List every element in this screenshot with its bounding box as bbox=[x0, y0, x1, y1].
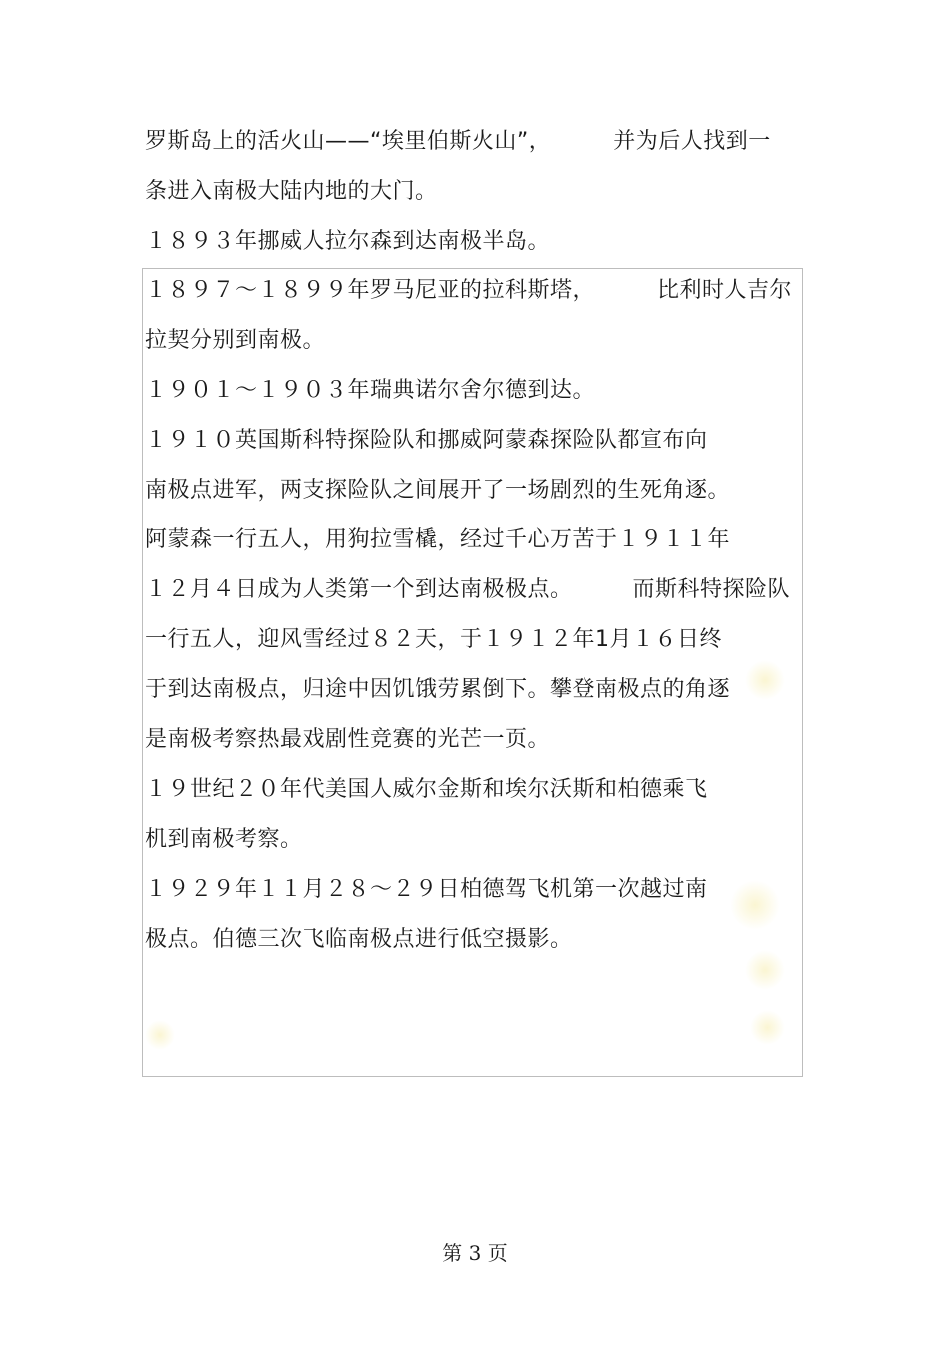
page-number: 第 3 页 bbox=[442, 1241, 508, 1265]
decorative-sparkle bbox=[145, 1020, 175, 1050]
text-line: 拉契分别到南极。 bbox=[145, 328, 326, 353]
text-line: 于到达南极点，归途中因饥饿劳累倒下。攀登南极点的角逐 bbox=[145, 677, 731, 702]
decorative-sparkle bbox=[745, 950, 785, 990]
text-line: １９世纪２０年代美国人威尔金斯和埃尔沃斯和柏德乘飞 bbox=[145, 777, 708, 802]
text-line: １８９３年挪威人拉尔森到达南极半岛。 bbox=[145, 229, 551, 254]
text-line: 极点。伯德三次飞临南极点进行低空摄影。 bbox=[145, 927, 573, 952]
text-line: １９１０英国斯科特探险队和挪威阿蒙森探险队都宣布向 bbox=[145, 428, 708, 453]
text-line: 阿蒙森一行五人，用狗拉雪橇，经过千心万苦于１９１１年 bbox=[145, 527, 731, 552]
decorative-sparkle bbox=[745, 660, 785, 700]
text-line: 条进入南极大陆内地的大门。 bbox=[145, 179, 438, 204]
text-line: １９０１～１９０３年瑞典诺尔舍尔德到达。 bbox=[145, 378, 596, 403]
text-line: 一行五人，迎风雪经过８２天，于１９１２年1月１６日终 bbox=[145, 627, 722, 652]
text-line: １９２９年１１月２８～２９日柏德驾飞机第一次越过南 bbox=[145, 877, 708, 902]
text-line: １８９７～１８９９年罗马尼亚的拉科斯塔， 比利时人吉尔 bbox=[145, 278, 793, 303]
decorative-sparkle bbox=[750, 1010, 785, 1045]
text-line: 机到南极考察。 bbox=[145, 827, 303, 852]
text-line: １２月４日成为人类第一个到达南极极点。 而斯科特探险队 bbox=[145, 577, 791, 602]
decorative-sparkle bbox=[730, 880, 780, 930]
text-line: 是南极考察热最戏剧性竞赛的光芒一页。 bbox=[145, 727, 551, 752]
text-line: 南极点进军，两支探险队之间展开了一场剧烈的生死角逐。 bbox=[145, 478, 731, 503]
text-line: 罗斯岛上的活火山——“埃里伯斯火山”， 并为后人找到一 bbox=[145, 129, 771, 154]
